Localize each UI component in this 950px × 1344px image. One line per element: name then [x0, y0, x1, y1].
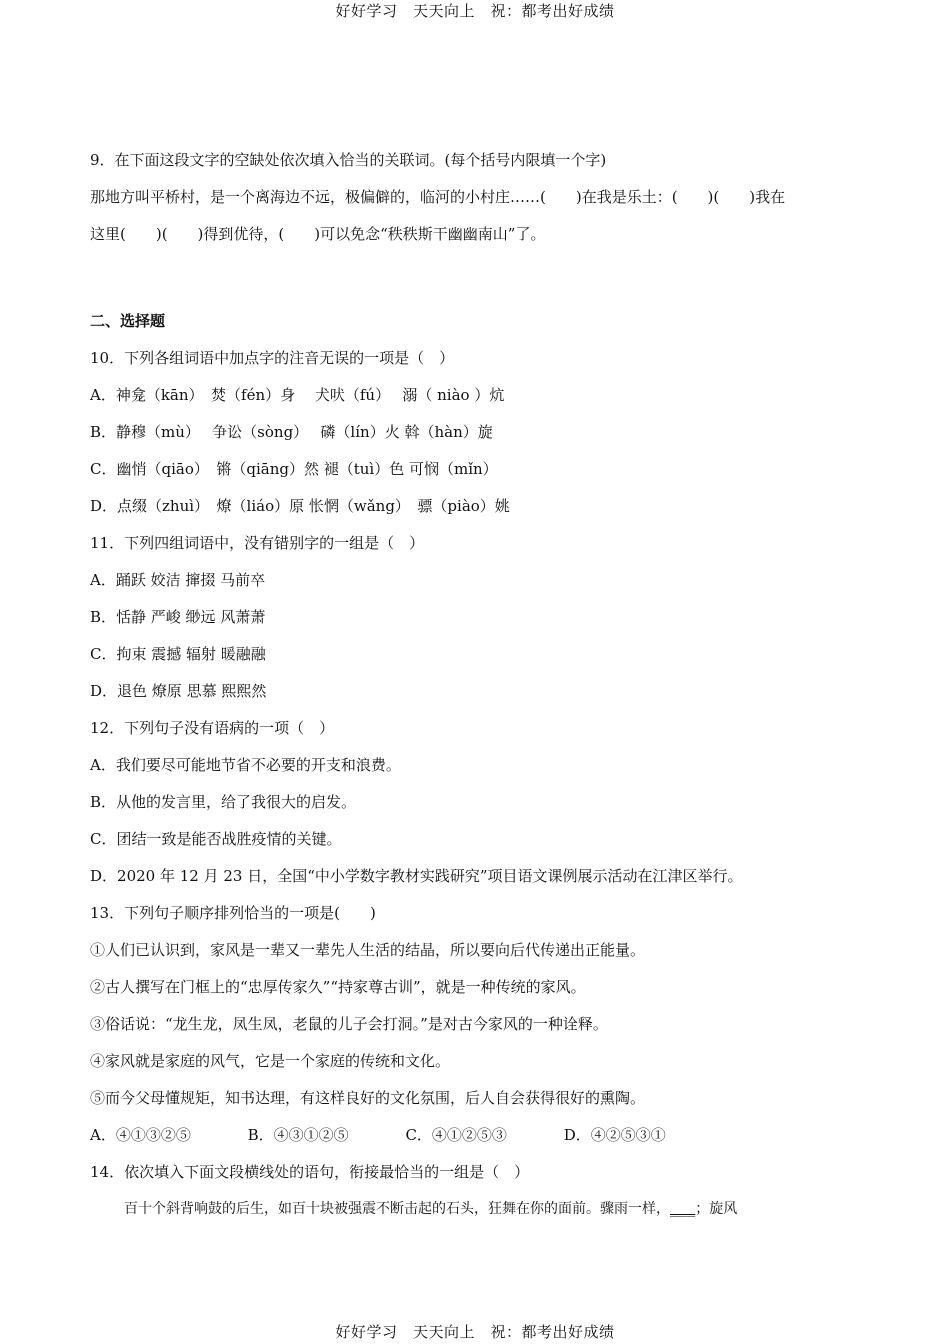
question-13-option-a: A．④①③②⑤	[90, 1126, 191, 1144]
question-14-passage	[90, 1191, 865, 1228]
passage-end: ；旋风	[695, 1201, 738, 1217]
document-body	[90, 142, 865, 1228]
question-14-stem: 14．依次填入下面文段横线处的语句，衔接最恰当的一组是（ ）	[90, 1163, 530, 1181]
question-13-sentence-5: ⑤而今父母懂规矩，知书达理，有这样良好的文化氛围，后人自会获得很好的熏陶。	[90, 1089, 646, 1107]
question-10-option-a: A．神龛（kān） 焚（fén）身 犬吠（fú） 溺（ niào ）炕	[90, 386, 505, 404]
question-12-option-d: D．2020 年 12 月 23 日，全国“中小学数字教材实践研究”项目语文课例展示活动在江津区举行。	[90, 867, 743, 885]
question-9-stem: 9．在下面这段文字的空缺处依次填入恰当的关联词。(每个括号内限填一个字)	[90, 151, 607, 169]
question-9-text-line-1: 那地方叫平桥村，是一个离海边不远，极偏僻的，临河的小村庄……( )在我是乐土：( )( )我在	[90, 188, 786, 206]
question-13-sentence-1: ①人们已认识到，家风是一辈又一辈先人生活的结晶，所以要向后代传递出正能量。	[90, 941, 646, 959]
question-13-sentence-3: ③俗话说：“龙生龙，凤生凤，老鼠的儿子会打洞。”是对古今家风的一种诠释。	[90, 1015, 608, 1033]
question-11-option-b: B．恬静 严峻 缈远 风萧萧	[90, 608, 266, 626]
question-13-option-c: C．④①②⑤③	[405, 1126, 507, 1144]
question-11-option-c: C．拘束 震撼 辐射 暖融融	[90, 645, 266, 663]
question-10-option-d: D．点缀（zhuì） 燎（liáo）原 怅惘（wǎng） 骠（piào）姚	[90, 497, 510, 515]
question-11-option-a: A．踊跃 姣洁 撺掇 马前卒	[90, 571, 266, 589]
question-13-sentence-2: ②古人撰写在门框上的“忠厚传家久”“持家尊古训”，就是一种传统的家风。	[90, 978, 586, 996]
question-13-option-d: D．④②⑤③①	[563, 1126, 666, 1144]
question-12-option-a: A．我们要尽可能地节省不必要的开支和浪费。	[90, 756, 401, 774]
question-9-text-line-2: 这里( )( )得到优待，( )可以免念“秩秩斯干幽幽南山”了。	[90, 225, 546, 243]
question-11-option-d: D．退色 燎原 思慕 熙熙然	[90, 682, 267, 700]
question-12-option-c: C．团结一致是能否战胜疫情的关键。	[90, 830, 342, 848]
question-13-option-b: B．④③①②⑤	[247, 1126, 349, 1144]
question-10-stem: 10．下列各组词语中加点字的注音无误的一项是（ ）	[90, 349, 455, 367]
question-12-stem: 12．下列句子没有语病的一项（ ）	[90, 719, 335, 737]
question-10-option-b: B．静穆（mù） 争讼（sòng） 磷（lín）火 斡（hàn）旋	[90, 423, 493, 441]
passage-start: 百十个斜背响鼓的后生，如百十块被强震不断击起的石头，狂舞在你的面前。骤雨一样，	[124, 1201, 670, 1217]
question-13-sentence-4: ④家风就是家庭的风气，它是一个家庭的传统和文化。	[90, 1052, 451, 1070]
page-header: 好好学习 天天向上 祝：都考出好成绩	[335, 2, 615, 20]
question-13-stem: 13．下列句子顺序排列恰当的一项是( )	[90, 904, 376, 922]
page-footer: 好好学习 天天向上 祝：都考出好成绩	[335, 1323, 615, 1341]
question-13-options	[90, 1117, 865, 1154]
question-12-option-b: B．从他的发言里，给了我很大的启发。	[90, 793, 357, 811]
question-10-option-c: C．幽悄（qiāo） 锵（qiāng）然 褪（tuì）色 可悯（mǐn）	[90, 460, 498, 478]
section-title: 二、选择题	[90, 312, 166, 330]
question-11-stem: 11．下列四组词语中，没有错别字的一组是（ ）	[90, 534, 425, 552]
passage-blank: ___	[670, 1201, 696, 1217]
